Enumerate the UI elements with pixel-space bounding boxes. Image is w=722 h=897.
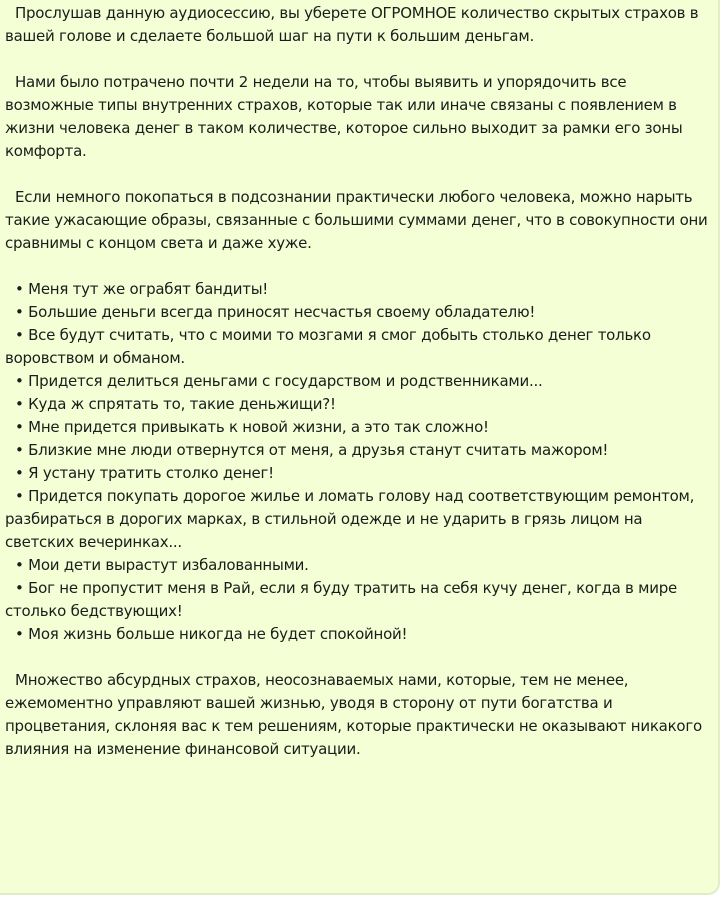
fear-item [5, 554, 712, 577]
intro-paragraph-3: Если немного покопаться в подсознании практически любого человека, можно нарыть такие ужасающие образы, связанные с большими суммами денег, что в совокупности они сравнимы с концом света и даже хуже. [5, 188, 708, 252]
fear-text: Придется делиться деньгами с государством и родственниками... [28, 372, 543, 390]
fear-text: Мои дети вырастут избалованными. [28, 556, 309, 574]
fear-text: Большие деньги всегда приносят несчастья своему обладателю! [28, 303, 536, 321]
bullet-icon: • [15, 418, 24, 436]
bullet-icon: • [15, 625, 24, 643]
intro-paragraph-2: Нами было потрачено почти 2 недели на то, чтобы выявить и упорядочить все возможные типы внутренних страхов, которые так или иначе связаны с появлением в жизни человека денег в таком количестве, которое сильно выходит за рамки его зоны комфорта. [5, 73, 683, 160]
fear-text: Куда ж спрятать то, такие деньжищи?! [28, 395, 336, 413]
fear-item [5, 462, 712, 485]
bullet-icon: • [15, 487, 24, 505]
closing-paragraph: Множество абсурдных страхов, неосознаваемых нами, которые, тем не менее, ежемоментно управляют вашей жизнью, уводя в сторону от пути богатства и процветания, склоняя вас к тем решениям, которые практически не оказывают никакого влияния на изменение финансовой ситуации. [5, 671, 702, 758]
fear-text: Моя жизнь больше никогда не будет спокойной! [28, 625, 408, 643]
bullet-icon: • [15, 303, 24, 321]
bullet-icon: • [15, 579, 24, 597]
fear-text: Я устану тратить столко денег! [28, 464, 274, 482]
fear-item [5, 485, 712, 554]
bullet-icon: • [15, 280, 24, 298]
fear-item [5, 278, 712, 301]
fear-item [5, 393, 712, 416]
fear-text: Придется покупать дорогое жилье и ломать голову над соответствующим ремонтом, разбираться в дорогих марках, в стильной одежде и не ударить в грязь лицом на светских вечеринках... [5, 487, 695, 551]
bullet-icon: • [15, 395, 24, 413]
fear-text: Близкие мне люди отвернутся от меня, а друзья станут считать мажором! [28, 441, 609, 459]
bullet-icon: • [15, 556, 24, 574]
fear-text: Все будут считать, что с моими то мозгами я смог добыть столько денег только воровством и обманом. [5, 326, 651, 367]
fear-item [5, 301, 712, 324]
bullet-icon: • [15, 372, 24, 390]
fear-item [5, 439, 712, 462]
fear-text: Меня тут же ограбят бандиты! [28, 280, 269, 298]
fear-item [5, 370, 712, 393]
fear-text: Мне придется привыкать к новой жизни, а это так сложно! [28, 418, 489, 436]
bullet-icon: • [15, 326, 24, 344]
fears-list [5, 278, 712, 646]
bullet-icon: • [15, 464, 24, 482]
fear-item [5, 623, 712, 646]
fear-text: Бог не пропустит меня в Рай, если я буду тратить на себя кучу денег, когда в мире столько бедствующих! [5, 579, 677, 620]
fear-item [5, 577, 712, 623]
fear-item [5, 416, 712, 439]
bullet-icon: • [15, 441, 24, 459]
intro-paragraph-1: Прослушав данную аудиосессию, вы уберете ОГРОМНОЕ количество скрытых страхов в вашей голове и сделаете большой шаг на пути к большим деньгам. [5, 4, 699, 45]
fear-item [5, 324, 712, 370]
